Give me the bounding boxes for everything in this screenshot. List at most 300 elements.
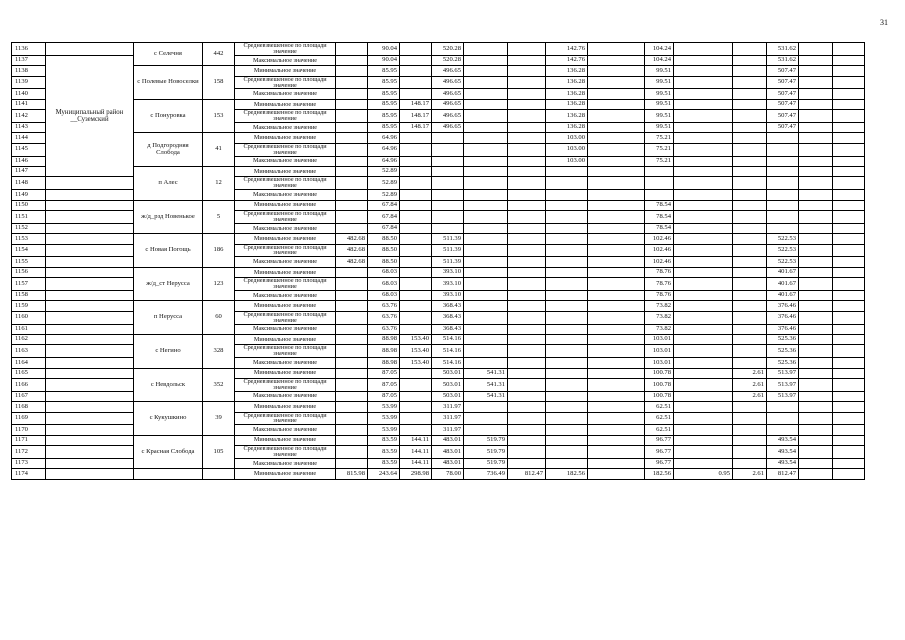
- value-kind-label: Минимальное значение: [235, 234, 336, 244]
- value-cell: [432, 133, 464, 143]
- value-cell: [588, 99, 645, 109]
- value-cell: 63.76: [368, 324, 400, 334]
- value-cell: [799, 402, 833, 412]
- value-kind-label: Средневзвешенное по площади значение: [235, 210, 336, 223]
- row-number: 1165: [12, 368, 46, 378]
- table-row: [12, 66, 865, 76]
- row-number: 1161: [12, 324, 46, 334]
- value-cell: 736.49: [464, 469, 508, 479]
- value-cell: [336, 391, 368, 401]
- value-cell: [733, 190, 767, 200]
- value-cell: 100.78: [645, 368, 674, 378]
- table-row: [12, 368, 865, 378]
- value-cell: 2.61: [733, 469, 767, 479]
- value-cell: 493.54: [767, 458, 799, 468]
- value-cell: [546, 402, 588, 412]
- value-cell: 64.96: [368, 143, 400, 156]
- value-cell: [464, 234, 508, 244]
- value-cell: [464, 324, 508, 334]
- value-cell: 99.51: [645, 89, 674, 99]
- value-cell: [799, 435, 833, 445]
- value-cell: [833, 156, 865, 166]
- value-cell: [336, 43, 368, 56]
- value-cell: [400, 412, 432, 425]
- value-cell: [733, 311, 767, 324]
- value-cell: [733, 402, 767, 412]
- value-cell: 73.82: [645, 324, 674, 334]
- value-cell: [336, 133, 368, 143]
- value-cell: [588, 234, 645, 244]
- value-cell: 519.79: [464, 435, 508, 445]
- value-cell: 493.54: [767, 446, 799, 459]
- value-cell: [674, 378, 733, 391]
- value-cell: [336, 223, 368, 233]
- value-cell: [799, 358, 833, 368]
- value-cell: [508, 378, 546, 391]
- value-cell: [546, 458, 588, 468]
- value-cell: 96.77: [645, 458, 674, 468]
- value-cell: [400, 402, 432, 412]
- value-cell: 815.98: [336, 469, 368, 479]
- value-kind-label: Средневзвешенное по площади значение: [235, 446, 336, 459]
- value-cell: [588, 200, 645, 210]
- value-kind-label: Средневзвешенное по площади значение: [235, 43, 336, 56]
- value-cell: [833, 123, 865, 133]
- value-cell: [799, 345, 833, 358]
- value-cell: [508, 76, 546, 89]
- value-cell: [336, 110, 368, 123]
- value-cell: 483.01: [432, 435, 464, 445]
- region-cell-empty: [46, 458, 134, 468]
- value-kind-label: Средневзвешенное по площади значение: [235, 378, 336, 391]
- settlement-count: 105: [203, 435, 235, 469]
- row-number: 1151: [12, 210, 46, 223]
- value-cell: [508, 368, 546, 378]
- value-kind-label: Максимальное значение: [235, 257, 336, 267]
- value-cell: 541.31: [464, 378, 508, 391]
- value-cell: 182.56: [546, 469, 588, 479]
- value-cell: [464, 43, 508, 56]
- value-cell: 144.11: [400, 458, 432, 468]
- value-cell: [733, 324, 767, 334]
- value-cell: [588, 55, 645, 65]
- table-row: [12, 99, 865, 109]
- value-cell: [400, 324, 432, 334]
- value-cell: [336, 446, 368, 459]
- value-cell: 2.61: [733, 391, 767, 401]
- value-cell: 541.31: [464, 368, 508, 378]
- value-cell: [400, 55, 432, 65]
- value-cell: [400, 267, 432, 277]
- value-cell: [799, 76, 833, 89]
- row-number: 1169: [12, 412, 46, 425]
- value-cell: [733, 89, 767, 99]
- value-cell: [546, 368, 588, 378]
- value-cell: 68.03: [368, 278, 400, 291]
- value-cell: [674, 133, 733, 143]
- settlement-count: 12: [203, 166, 235, 200]
- value-kind-label: Минимальное значение: [235, 99, 336, 109]
- value-cell: [674, 66, 733, 76]
- value-cell: 53.99: [368, 412, 400, 425]
- settlement-name: с Понуровка: [134, 99, 203, 133]
- value-cell: [588, 334, 645, 344]
- value-cell: 513.97: [767, 391, 799, 401]
- settlement-count: 158: [203, 66, 235, 100]
- row-number: 1170: [12, 425, 46, 435]
- value-cell: [464, 89, 508, 99]
- value-cell: [546, 435, 588, 445]
- value-cell: [400, 311, 432, 324]
- value-cell: [546, 446, 588, 459]
- value-cell: [336, 66, 368, 76]
- value-cell: [733, 267, 767, 277]
- value-kind-label: Средневзвешенное по площади значение: [235, 76, 336, 89]
- table-row: [12, 469, 865, 479]
- value-cell: [833, 210, 865, 223]
- value-cell: [546, 177, 588, 190]
- value-cell: [733, 66, 767, 76]
- value-cell: [464, 66, 508, 76]
- value-cell: [546, 166, 588, 176]
- value-cell: 148.17: [400, 123, 432, 133]
- value-cell: 62.51: [645, 412, 674, 425]
- row-number: 1153: [12, 234, 46, 244]
- table-row: [12, 133, 865, 143]
- value-cell: [588, 143, 645, 156]
- value-cell: [464, 133, 508, 143]
- value-cell: 73.82: [645, 301, 674, 311]
- value-cell: [733, 257, 767, 267]
- region-cell-empty: [46, 402, 134, 412]
- value-cell: 393.10: [432, 278, 464, 291]
- settlement-name: п Нерусса: [134, 301, 203, 335]
- value-cell: [767, 190, 799, 200]
- value-cell: [767, 200, 799, 210]
- value-cell: [336, 425, 368, 435]
- value-cell: 311.97: [432, 412, 464, 425]
- region-cell-empty: [46, 290, 134, 300]
- settlement-name: д Подгородняя Слобода: [134, 133, 203, 167]
- value-cell: 496.65: [432, 76, 464, 89]
- value-cell: [799, 143, 833, 156]
- row-number: 1157: [12, 278, 46, 291]
- value-cell: [400, 301, 432, 311]
- value-cell: 87.05: [368, 391, 400, 401]
- value-cell: 78.54: [645, 223, 674, 233]
- value-cell: 2.61: [733, 378, 767, 391]
- value-cell: [767, 133, 799, 143]
- value-cell: [733, 446, 767, 459]
- value-cell: [400, 133, 432, 143]
- value-cell: [336, 435, 368, 445]
- value-cell: [336, 267, 368, 277]
- value-cell: 511.39: [432, 257, 464, 267]
- value-cell: 63.76: [368, 311, 400, 324]
- row-number: 1164: [12, 358, 46, 368]
- value-cell: 401.67: [767, 278, 799, 291]
- value-cell: 503.01: [432, 391, 464, 401]
- value-cell: [674, 435, 733, 445]
- value-cell: [733, 278, 767, 291]
- value-cell: [733, 301, 767, 311]
- value-cell: 507.47: [767, 66, 799, 76]
- value-cell: [645, 166, 674, 176]
- value-cell: 96.77: [645, 435, 674, 445]
- value-cell: [674, 368, 733, 378]
- value-cell: [674, 311, 733, 324]
- row-number: 1147: [12, 166, 46, 176]
- value-cell: [508, 223, 546, 233]
- value-cell: [674, 143, 733, 156]
- value-cell: [546, 358, 588, 368]
- value-cell: [508, 290, 546, 300]
- value-cell: 102.46: [645, 244, 674, 257]
- value-cell: [674, 123, 733, 133]
- region-cell-empty: [46, 257, 134, 267]
- value-cell: [508, 301, 546, 311]
- value-cell: [336, 166, 368, 176]
- region-cell-empty: [46, 446, 134, 459]
- value-cell: 78.76: [645, 278, 674, 291]
- value-cell: 525.36: [767, 358, 799, 368]
- value-cell: [799, 190, 833, 200]
- settlement-count: 39: [203, 402, 235, 436]
- value-cell: 102.46: [645, 257, 674, 267]
- value-kind-label: Максимальное значение: [235, 358, 336, 368]
- value-cell: [336, 123, 368, 133]
- value-kind-label: Минимальное значение: [235, 402, 336, 412]
- value-cell: 507.47: [767, 123, 799, 133]
- value-cell: [733, 99, 767, 109]
- value-cell: 376.46: [767, 311, 799, 324]
- value-cell: [767, 412, 799, 425]
- region-cell-empty: [46, 412, 134, 425]
- value-cell: 88.50: [368, 234, 400, 244]
- value-cell: [336, 177, 368, 190]
- row-number: 1139: [12, 76, 46, 89]
- value-cell: 73.82: [645, 311, 674, 324]
- value-cell: [733, 425, 767, 435]
- value-kind-label: Максимальное значение: [235, 223, 336, 233]
- value-cell: 78.76: [645, 267, 674, 277]
- value-cell: 153.40: [400, 345, 432, 358]
- value-cell: [336, 368, 368, 378]
- value-cell: [767, 402, 799, 412]
- value-cell: 148.17: [400, 99, 432, 109]
- value-cell: [464, 223, 508, 233]
- value-kind-label: Минимальное значение: [235, 200, 336, 210]
- value-cell: 496.65: [432, 66, 464, 76]
- value-kind-label: Средневзвешенное по площади значение: [235, 278, 336, 291]
- value-cell: 100.78: [645, 391, 674, 401]
- value-cell: 67.84: [368, 200, 400, 210]
- region-cell-empty: [46, 244, 134, 257]
- value-cell: 507.47: [767, 89, 799, 99]
- value-cell: [508, 190, 546, 200]
- value-cell: [799, 278, 833, 291]
- row-number: 1142: [12, 110, 46, 123]
- value-cell: [588, 223, 645, 233]
- value-cell: [508, 391, 546, 401]
- value-cell: [336, 324, 368, 334]
- value-cell: [464, 412, 508, 425]
- table-row: [12, 200, 865, 210]
- value-cell: [508, 345, 546, 358]
- row-number: 1144: [12, 133, 46, 143]
- value-cell: [508, 458, 546, 468]
- value-cell: [588, 133, 645, 143]
- value-cell: [674, 257, 733, 267]
- region-cell-empty: [46, 469, 134, 479]
- value-cell: [799, 446, 833, 459]
- value-cell: 153.40: [400, 334, 432, 344]
- value-cell: 78.76: [645, 290, 674, 300]
- value-cell: 78.54: [645, 200, 674, 210]
- value-cell: [674, 76, 733, 89]
- row-number: 1154: [12, 244, 46, 257]
- value-cell: [674, 402, 733, 412]
- value-cell: [508, 257, 546, 267]
- value-kind-label: Минимальное значение: [235, 435, 336, 445]
- value-cell: [508, 143, 546, 156]
- value-kind-label: Минимальное значение: [235, 469, 336, 479]
- value-cell: 368.43: [432, 311, 464, 324]
- value-cell: [400, 368, 432, 378]
- value-cell: 376.46: [767, 301, 799, 311]
- value-cell: [546, 210, 588, 223]
- value-cell: [799, 425, 833, 435]
- row-number: 1145: [12, 143, 46, 156]
- value-cell: 401.67: [767, 290, 799, 300]
- value-cell: [674, 446, 733, 459]
- value-cell: 525.36: [767, 334, 799, 344]
- value-cell: [733, 143, 767, 156]
- value-cell: 136.28: [546, 66, 588, 76]
- value-cell: 102.46: [645, 234, 674, 244]
- value-cell: 136.28: [546, 89, 588, 99]
- value-cell: [432, 200, 464, 210]
- value-cell: 496.65: [432, 99, 464, 109]
- value-cell: [645, 190, 674, 200]
- value-cell: [833, 290, 865, 300]
- value-kind-label: Минимальное значение: [235, 133, 336, 143]
- value-cell: [588, 156, 645, 166]
- value-cell: 87.05: [368, 368, 400, 378]
- value-cell: 85.95: [368, 89, 400, 99]
- settlement-name: ж/д_ст Нерусса: [134, 267, 203, 301]
- row-number: 1172: [12, 446, 46, 459]
- value-cell: [464, 177, 508, 190]
- value-cell: [336, 301, 368, 311]
- value-cell: [588, 345, 645, 358]
- value-cell: [674, 358, 733, 368]
- value-cell: [464, 76, 508, 89]
- row-number: 1158: [12, 290, 46, 300]
- value-cell: [400, 223, 432, 233]
- value-cell: 496.65: [432, 89, 464, 99]
- value-cell: [588, 402, 645, 412]
- value-cell: [464, 99, 508, 109]
- value-cell: 96.77: [645, 446, 674, 459]
- value-cell: [464, 200, 508, 210]
- value-cell: [799, 234, 833, 244]
- value-cell: [400, 190, 432, 200]
- value-cell: [400, 278, 432, 291]
- value-cell: [588, 244, 645, 257]
- settlement-count: [203, 469, 235, 479]
- value-cell: 531.62: [767, 43, 799, 56]
- region-cell-empty: [46, 425, 134, 435]
- table-row: [12, 435, 865, 445]
- value-cell: 103.01: [645, 358, 674, 368]
- value-cell: [799, 301, 833, 311]
- value-cell: [799, 99, 833, 109]
- region-cell-empty: [46, 435, 134, 445]
- value-cell: 103.01: [645, 345, 674, 358]
- region-cell-empty: [46, 190, 134, 200]
- value-kind-label: Минимальное значение: [235, 267, 336, 277]
- value-cell: [767, 177, 799, 190]
- settlement-count: 60: [203, 301, 235, 335]
- settlement-count: 5: [203, 200, 235, 234]
- value-cell: [546, 234, 588, 244]
- value-cell: [588, 391, 645, 401]
- value-cell: [588, 368, 645, 378]
- value-cell: 507.47: [767, 110, 799, 123]
- value-cell: 103.00: [546, 133, 588, 143]
- value-cell: [733, 358, 767, 368]
- value-cell: [833, 133, 865, 143]
- value-cell: 83.59: [368, 458, 400, 468]
- value-cell: [464, 156, 508, 166]
- value-cell: 531.62: [767, 55, 799, 65]
- value-cell: [508, 123, 546, 133]
- settlement-count: 352: [203, 368, 235, 402]
- value-cell: 496.65: [432, 110, 464, 123]
- value-cell: 85.95: [368, 123, 400, 133]
- value-cell: 393.10: [432, 290, 464, 300]
- value-cell: 78.00: [432, 469, 464, 479]
- value-cell: [674, 177, 733, 190]
- settlement-name: с Новая Погощь: [134, 234, 203, 268]
- value-cell: [588, 76, 645, 89]
- row-number: 1137: [12, 55, 46, 65]
- value-cell: [588, 166, 645, 176]
- value-cell: 90.04: [368, 55, 400, 65]
- row-number: 1143: [12, 123, 46, 133]
- row-number: 1156: [12, 267, 46, 277]
- value-cell: [588, 110, 645, 123]
- value-cell: 519.79: [464, 458, 508, 468]
- value-cell: [400, 166, 432, 176]
- value-kind-label: Минимальное значение: [235, 368, 336, 378]
- value-cell: [508, 55, 546, 65]
- value-cell: 103.00: [546, 156, 588, 166]
- value-cell: [674, 244, 733, 257]
- value-cell: [508, 156, 546, 166]
- value-cell: [833, 324, 865, 334]
- value-cell: [508, 177, 546, 190]
- row-number: 1140: [12, 89, 46, 99]
- table-row: [12, 301, 865, 311]
- row-number: 1152: [12, 223, 46, 233]
- value-cell: [508, 435, 546, 445]
- value-cell: [464, 244, 508, 257]
- value-kind-label: Минимальное значение: [235, 334, 336, 344]
- value-cell: [733, 210, 767, 223]
- value-cell: [833, 345, 865, 358]
